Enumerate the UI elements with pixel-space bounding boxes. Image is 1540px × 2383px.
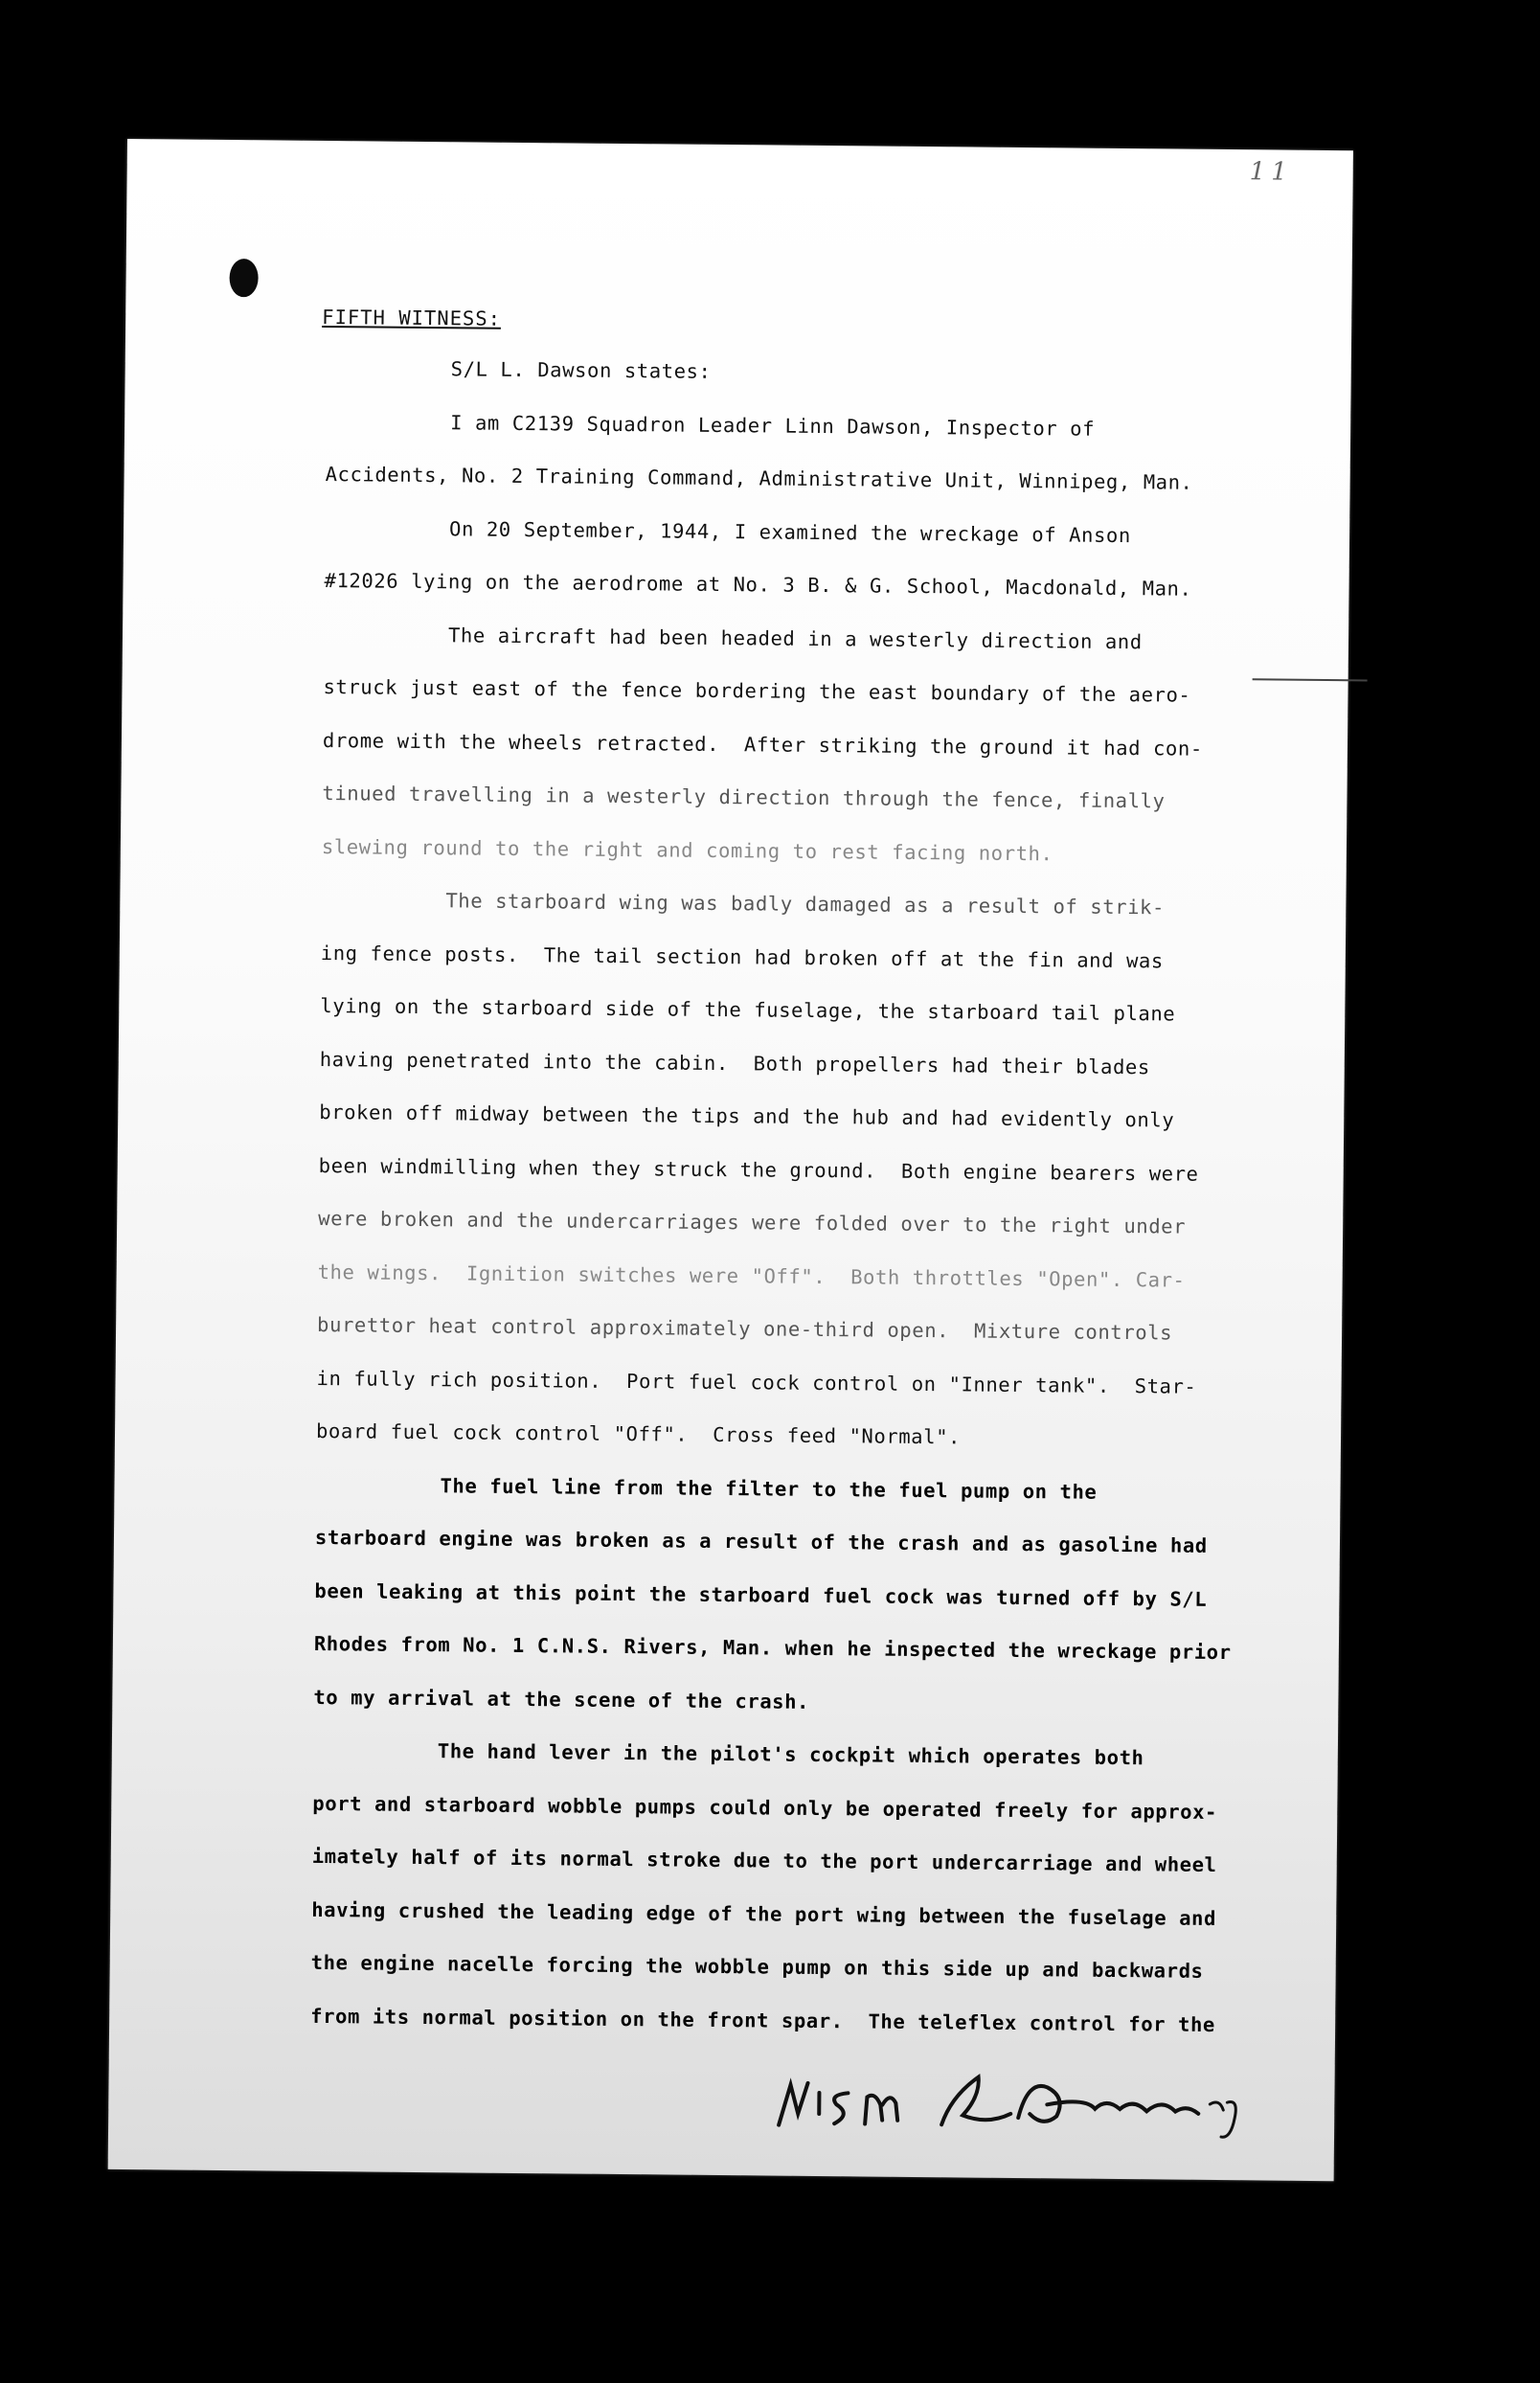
- text-line: The hand lever in the pilot's cockpit which operates both: [437, 1739, 1144, 1770]
- page-number: 11: [1249, 157, 1293, 187]
- text-line: #12026 lying on the aerodrome at No. 3 B. & G. School, Macdonald, Man.: [324, 568, 1192, 601]
- text-line: The starboard wing was badly damaged as a result of strik-: [445, 889, 1166, 919]
- text-line: broken off midway between the tips and the hub and had evidently only: [319, 1100, 1175, 1132]
- text-line: slewing round to the right and coming to rest facing north.: [321, 834, 1053, 865]
- margin-mark: [1253, 678, 1368, 681]
- signature-text: W.S.M L. Dawson S/L: [759, 2055, 772, 2057]
- text-line: tinued travelling in a westerly direction through the fence, finally: [322, 781, 1166, 813]
- text-line: were broken and the undercarriages were folded over to the right under: [318, 1206, 1187, 1238]
- document-page: [108, 139, 1353, 2181]
- text-line: having crushed the leading edge of the port wing between the fuselage and: [311, 1897, 1217, 1930]
- punch-hole: [229, 259, 258, 297]
- text-line: from its normal position on the front spar. The teleflex control for the: [310, 2004, 1216, 2036]
- text-line: in fully rich position. Port fuel cock control on "Inner tank". Star-: [316, 1366, 1197, 1398]
- text-line: the engine nacelle forcing the wobble pump on this side up and backwards: [310, 1950, 1204, 1983]
- text-line: The aircraft had been headed in a westerly direction and: [447, 623, 1143, 653]
- text-line: having penetrated into the cabin. Both propellers had their blades: [319, 1047, 1150, 1078]
- text-line: board fuel cock control "Off". Cross feed "Normal".: [315, 1418, 962, 1449]
- signature: [759, 2055, 1258, 2156]
- text-line: Accidents, No. 2 Training Command, Administrative Unit, Winnipeg, Man.: [325, 463, 1193, 494]
- text-line: S/L L. Dawson states:: [450, 357, 712, 383]
- text-line: imately half of its normal stroke due to the port undercarriage and wheel: [311, 1844, 1217, 1877]
- text-line: On 20 September, 1944, I examined the wreckage of Anson: [448, 516, 1132, 547]
- text-line: Rhodes from No. 1 C.N.S. Rivers, Man. when he inspected the wreckage prior: [313, 1631, 1232, 1665]
- text-line: been windmilling when they struck the ground. Both engine bearers were: [318, 1153, 1199, 1186]
- text-line: been leaking at this point the starboard fuel cock was turned off by S/L: [314, 1578, 1208, 1611]
- section-heading: FIFTH WITNESS:: [322, 305, 502, 330]
- text-line: burettor heat control approximately one-third open. Mixture controls: [317, 1312, 1173, 1345]
- text-line: the wings. Ignition switches were "Off". Both throttles "Open". Car-: [317, 1260, 1186, 1292]
- text-line: drome with the wheels retracted. After striking the ground it had con-: [322, 728, 1203, 760]
- text-line: The fuel line from the filter to the fuel pump on the: [440, 1473, 1098, 1504]
- text-line: lying on the starboard side of the fuselage, the starboard tail plane: [320, 993, 1176, 1026]
- text-line: ing fence posts. The tail section had broken off at the fin and was: [320, 941, 1164, 972]
- text-line: I am C2139 Squadron Leader Linn Dawson, Inspector of: [450, 410, 1096, 441]
- text-line: struck just east of the fence bordering the east boundary of the aero-: [323, 674, 1191, 707]
- text-line: port and starboard wobble pumps could only be operated freely for approx-: [312, 1791, 1218, 1824]
- text-line: starboard engine was broken as a result of the crash and as gasoline had: [314, 1525, 1208, 1557]
- text-line: to my arrival at the scene of the crash.: [313, 1685, 810, 1713]
